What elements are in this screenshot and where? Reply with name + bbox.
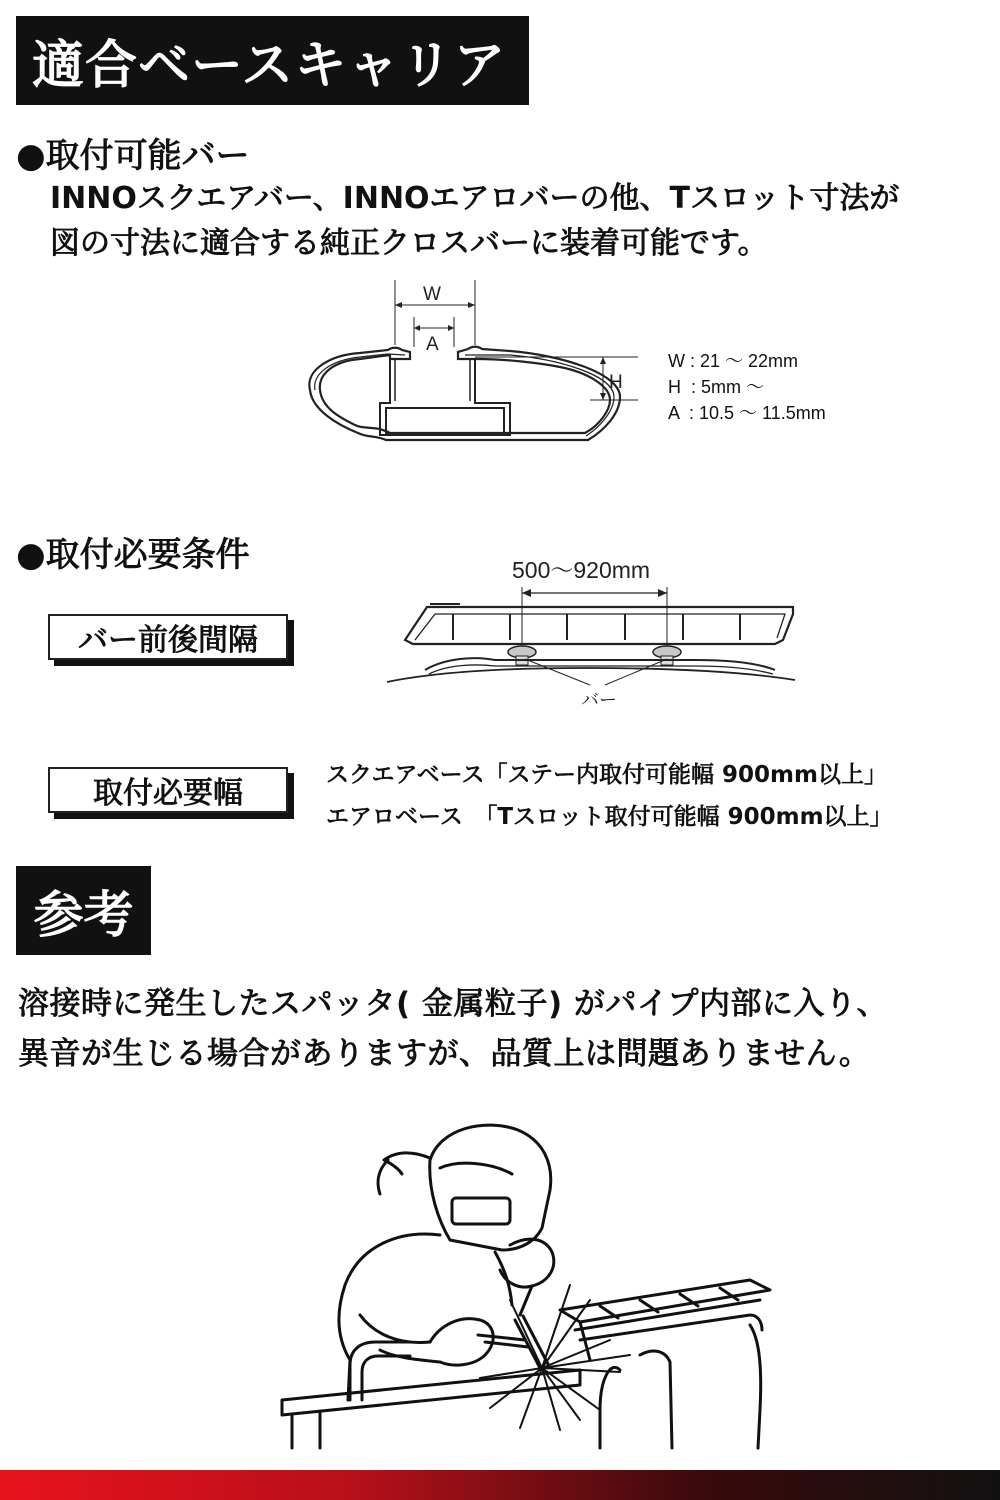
h-dimension-label: H (609, 372, 623, 393)
section-banner-compatible-base: 適合ベースキャリア (16, 16, 529, 105)
w-dimension-label: W (423, 284, 441, 305)
bottom-accent-bar (0, 1470, 1000, 1500)
mountable-bars-text-line-1: INNOスクエアバー、INNOエアロバーの他、Tスロット寸法が (50, 181, 900, 216)
a-dimension-label: A (426, 334, 439, 355)
roof-carrier-side-diagram (385, 552, 805, 717)
spec-h: H : 5mm ～ (668, 377, 765, 397)
spec-w: W : 21 ～ 22mm (668, 351, 799, 371)
heading-mountable-bars: ●取付可能バー (16, 136, 250, 176)
bar-label: バー (581, 690, 617, 710)
section-banner-reference: 参考 (16, 866, 151, 955)
requirement-aero-base-name: エアロベース (326, 804, 486, 830)
requirement-square-base-name: スクエアベース (326, 762, 485, 788)
requirement-aero-base-value: 「Tスロット取付可能幅 900mm以上」 (485, 804, 893, 830)
reference-text-line-1: 溶接時に発生したスパッタ( 金属粒子) がパイプ内部に入り、 (18, 986, 888, 1022)
bar-cross-section-diagram (290, 275, 660, 460)
spec-a: A : 10.5 ～ 11.5mm (668, 403, 826, 423)
label-required-width: 取付必要幅 (48, 767, 288, 813)
reference-text-line-2: 異音が生じる場合がありますが、品質上は問題ありません。 (18, 1036, 871, 1072)
requirement-square-base-value: 「ステー内取付可能幅 900mm以上」 (484, 762, 887, 788)
requirement-aero-base (326, 798, 893, 831)
label-bar-spacing: バー前後間隔 (48, 614, 288, 660)
requirement-square-base (326, 756, 887, 789)
spacing-dimension-label: 500～920mm (512, 557, 651, 583)
mountable-bars-text-line-2: 図の寸法に適合する純正クロスバーに装着可能です。 (50, 226, 768, 261)
welder-illustration (280, 1110, 780, 1450)
heading-mounting-requirements: ●取付必要条件 (16, 535, 250, 575)
